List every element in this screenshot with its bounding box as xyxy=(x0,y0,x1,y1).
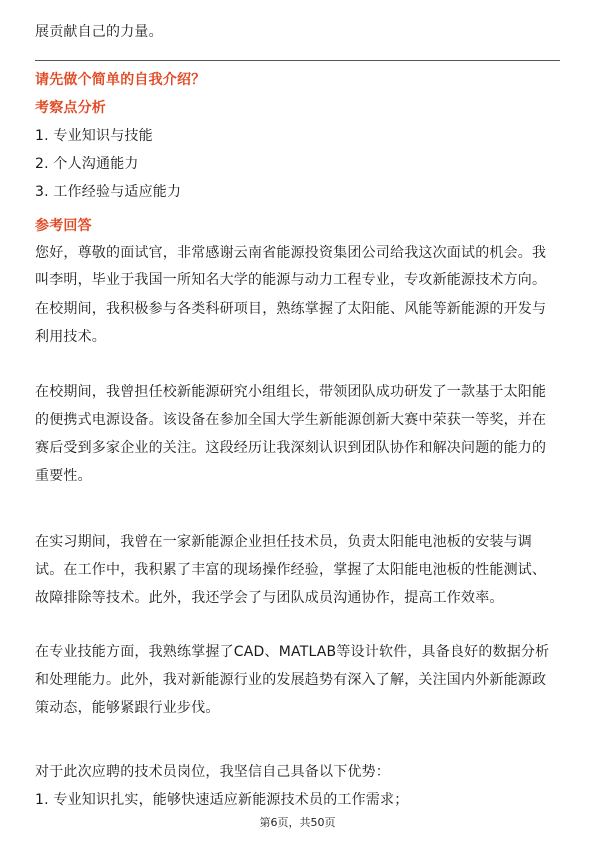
analysis-item: 3. 工作经验与适应能力 xyxy=(35,184,182,200)
section-divider xyxy=(35,60,560,61)
answer-paragraph-line: 试。在工作中，我积累了丰富的现场操作经验，掌握了太阳能电池板的性能测试、 xyxy=(35,562,547,578)
answer-paragraph-line: 在校期间，我曾担任校新能源研究小组组长，带领团队成功研发了一款基于太阳能 xyxy=(35,384,547,400)
analysis-item: 2. 个人沟通能力 xyxy=(35,156,139,172)
answer-heading: 参考回答 xyxy=(35,218,92,234)
answer-paragraph-line: 对于此次应聘的技术员岗位，我坚信自己具备以下优势： xyxy=(35,764,390,780)
analysis-item: 1. 专业知识与技能 xyxy=(35,128,153,144)
answer-paragraph-line: 您好，尊敬的面试官，非常感谢云南省能源投资集团公司给我这次面试的机会。我 xyxy=(35,245,547,261)
question-title: 请先做个简单的自我介绍？ xyxy=(35,72,206,88)
answer-paragraph-line: 在校期间，我积极参与各类科研项目，熟练掌握了太阳能、风能等新能源的开发与 xyxy=(35,301,547,317)
answer-list-item: 1. 专业知识扎实，能够快速适应新能源技术员的工作需求； xyxy=(35,792,409,808)
answer-paragraph-line: 重要性。 xyxy=(35,468,92,484)
answer-paragraph-line: 叫李明，毕业于我国一所知名大学的能源与动力工程专业，专攻新能源技术方向。 xyxy=(35,272,547,288)
answer-paragraph-line: 在实习期间，我曾在一家新能源企业担任技术员，负责太阳能电池板的安装与调 xyxy=(35,534,532,550)
answer-paragraph-line: 的便携式电源设备。该设备在参加全国大学生新能源创新大赛中荣获一等奖，并在 xyxy=(35,412,547,428)
analysis-heading: 考察点分析 xyxy=(35,100,106,116)
answer-paragraph-line: 和处理能力。此外，我对新能源行业的发展趋势有深入了解，关注国内外新能源政 xyxy=(35,672,547,688)
answer-paragraph-line: 故障排除等技术。此外，我还学会了与团队成员沟通协作，提高工作效率。 xyxy=(35,590,504,606)
carryover-text: 展贡献自己的力量。 xyxy=(35,24,163,40)
answer-paragraph-line: 赛后受到多家企业的关注。这段经历让我深刻认识到团队协作和解决问题的能力的 xyxy=(35,440,547,456)
answer-paragraph-line: 利用技术。 xyxy=(35,329,106,345)
answer-paragraph-line: 在专业技能方面，我熟练掌握了CAD、MATLAB等设计软件，具备良好的数据分析 xyxy=(35,644,550,660)
page-number: 第6页，共50页 xyxy=(259,816,336,829)
answer-paragraph-line: 策动态，能够紧跟行业步伐。 xyxy=(35,700,220,716)
